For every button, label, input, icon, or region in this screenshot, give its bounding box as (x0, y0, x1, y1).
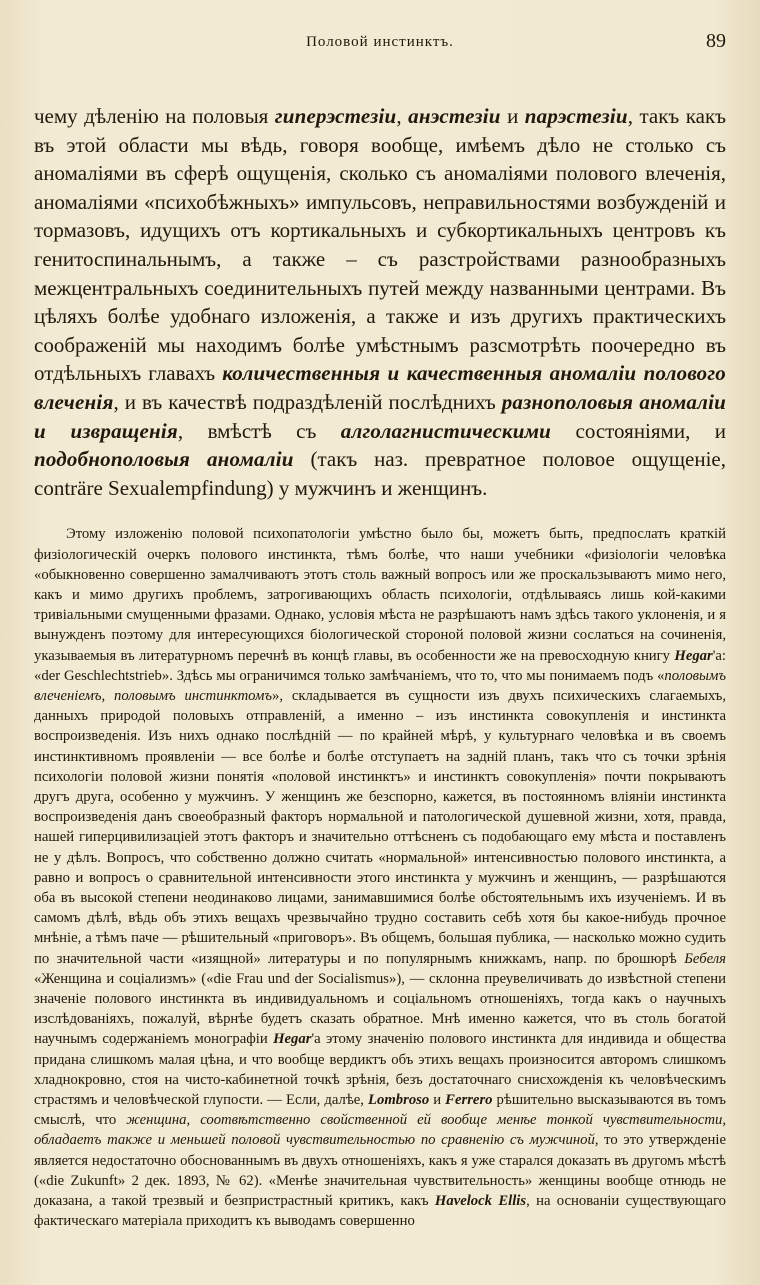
main-text-run: состояніями, и (551, 418, 726, 443)
emphasis-term: гиперэстезіи (274, 104, 397, 128)
author-name: Ferrero (445, 1092, 493, 1108)
author-name: Havelock Ellis (434, 1193, 527, 1210)
main-text-run: чему дѣленію на половыя (34, 104, 275, 128)
main-text-run: и (500, 104, 525, 128)
page-header (34, 28, 726, 68)
footnote-text-run: , то это утвержденіе является недостаточно обоснованнымъ въ двухъ отношеніяхъ, какъ я уже старался доказать въ другомъ мѣстѣ («die Zukunft» 2 дек. 1893, № 62). «Менѣе значительная чувствительность» женщины вообще отнюдь не доказана, а такой трезвый и безпристрастный критикъ, какъ (34, 1132, 727, 1210)
emphasis-term: половымъ влеченіемъ, половымъ инстинктомъ (34, 667, 726, 704)
main-text-run: , (396, 104, 409, 128)
main-paragraph (34, 102, 726, 502)
author-name: Lombroso (368, 1092, 430, 1108)
footnote-text-run: », складывается въ сущности изъ двухъ психическихъ слагаемыхъ, данныхъ природой половыхъ отправленій, а именно – изъ инстинкта совокупленія и инстинкта воспроизведенія. Изъ нихъ однако послѣдній — по крайней мѣрѣ, у культурнаго человѣка и въ своемъ инстинктивномъ проявленіи — все болѣе и болѣе отступаетъ на задній планъ, такъ что съ точки зрѣнія психологіи половой жизни понятія «половой инстинктъ» и инстинктъ совокупленія» почти покрываютъ другъ друга, особенно у мужчинъ. У женщинъ же безспорно, кажется, въ постоянномъ вліяніи инстинкта воспроизведенія данъ своеобразный факторъ нормальной и патологической душевной жизни, хотя, правда, нашей гиперцивилизаціей этотъ факторъ и значительно оттѣсненъ съ подобающаго ему мѣста и поставленъ не у дѣлъ. Вопросъ, что собственно должно считать «нормальной» интенсивностью полового инстинкта, а равно и вопросъ о сравнительной интенсивности этого инстинкта у мужчинъ и женщинъ, — разрѣшаются оба въ высокой степени неодинаково лицами, занимавшимися болѣе обстоятельнымъ ихъ изученіемъ. И въ самомъ дѣлѣ, вѣдь объ этихъ вещахъ чрезвычайно трудно составить себѣ хотя бы какое-нибудь прочное мнѣніе, а тѣмъ паче — рѣшительный «приговоръ». Въ общемъ, большая публика, — насколько можно судить по значительной части «изящной» литературы и по популярнымъ книжкамъ, напр. по брошюрѣ (34, 687, 726, 967)
author-name: Hegar (273, 1031, 312, 1048)
footnote-text-run: 'а: «der Geschlechtstrieb». Здѣсь мы ограничимся только замѣчаніемъ, что то, что мы понимаемъ подъ « (34, 647, 726, 684)
main-text-run: (такъ наз. превратное половое ощущеніе, conträre Sexualempfindung) у мужчинъ и женщинъ. (34, 447, 726, 500)
footnote-paragraph (34, 524, 726, 1231)
author-name: Hegar (674, 647, 713, 664)
main-text-run: , такъ какъ въ этой области мы вѣдь, говоря вообще, имѣемъ дѣло не столько съ аномаліями въ сферѣ ощущенія, сколько съ аномаліями полового влеченія, аномаліями «психобѣжныхъ» импульсовъ, неправильностями возбужденій и тормазовъ, идущихъ отъ кортикальныхъ и субкортикальныхъ центровъ къ генитоспинальнымъ, а также – съ разстройствами разнообразныхъ межцентральныхъ соединительныхъ путей между названными центрами. Въ цѣляхъ болѣе удобнаго изложенія, а также и изъ другихъ практическихъ соображеній мы находимъ болѣе умѣстнымъ разсмотрѣть поочередно въ отдѣльныхъ главахъ (34, 104, 727, 386)
emphasis-term: парэстезіи (524, 104, 628, 128)
author-name: Бебеля (684, 950, 726, 967)
main-text-run: , и въ качествѣ подраздѣленій послѣднихъ (113, 389, 502, 414)
footnote-text-run: Этому изложенію половой психопатологіи умѣстно было бы, можетъ быть, предпослать краткій физіологическій очеркъ полового инстинкта, тѣмъ болѣе, что наши учебники «физіологіи человѣка «обыкновенно совершенно замалчиваютъ этотъ столь важный вопросъ или же проскальзываютъ мимо него, какъ и мимо другихъ проблемъ, затрогивающихъ область психологіи, отдѣлываясь лишь кой-какими тривіальными смущенными фразами. Однако, условія мѣста не разрѣшаютъ намъ здѣсь такого уклоненія, и я вынужденъ поэтому для интересующихся біологической стороной половой жизни сослаться на сочиненія, указываемыя въ литературномъ перечнѣ въ концѣ главы, въ особенности же на превосходную книгу (34, 526, 726, 664)
main-text-run: , вмѣстѣ съ (177, 418, 341, 443)
footnote-text-run: «Женщина и соціализмъ» («die Frau und der Socialismus»), — склонна преувеличивать до извѣстной степени значеніе полового инстинкта въ индивидуальномъ и соціальномъ отношеніяхъ, тогда какъ о научныхъ изслѣдованіяхъ, пожалуй, вѣрнѣе будетъ сказать обратное. Мнѣ именно кажется, что въ столь богатой научнымъ содержаніемъ монографіи (34, 970, 726, 1048)
running-title: Половой инстинктъ. (306, 34, 454, 50)
emphasis-term: алголагнистическими (340, 418, 552, 443)
emphasis-term: разнополовыя аномаліи и извращенія (34, 389, 727, 443)
emphasis-quote: женщина, соотвѣтственно свойственной ей вообще менѣе тонкой чувствительности, обладаетъ также и меньшей половой чувствительностью по сравненію съ мужчиной (34, 1112, 726, 1149)
footnote-text-run: , на основаніи существующаго фактическаго матеріала приходитъ къ выводамъ совершенно (34, 1193, 726, 1230)
emphasis-term: анэстезіи (408, 104, 501, 128)
footnote-text-run: рѣшительно высказываются въ томъ смыслѣ, что (34, 1092, 726, 1129)
footnote-text-run: и (429, 1092, 446, 1108)
emphasis-term: подобнополовыя аномаліи (34, 447, 294, 472)
page-number: 89 (706, 30, 726, 52)
footnote-text-run: 'а этому значенію полового инстинкта для индивида и общества придана слишкомъ малая цѣна, и что вообще вердиктъ объ этихъ вещахъ произносится авторомъ слишкомъ хладнокровно, стоя на чисто-кабинетной точкѣ зрѣнія, безъ достаточнаго снисхожденія къ человѣческимъ страстямъ и человѣческой глупости. — Если, далѣе, (34, 1031, 726, 1108)
emphasis-term: количественныя и качественныя аномаліи полового влеченія (34, 361, 726, 414)
